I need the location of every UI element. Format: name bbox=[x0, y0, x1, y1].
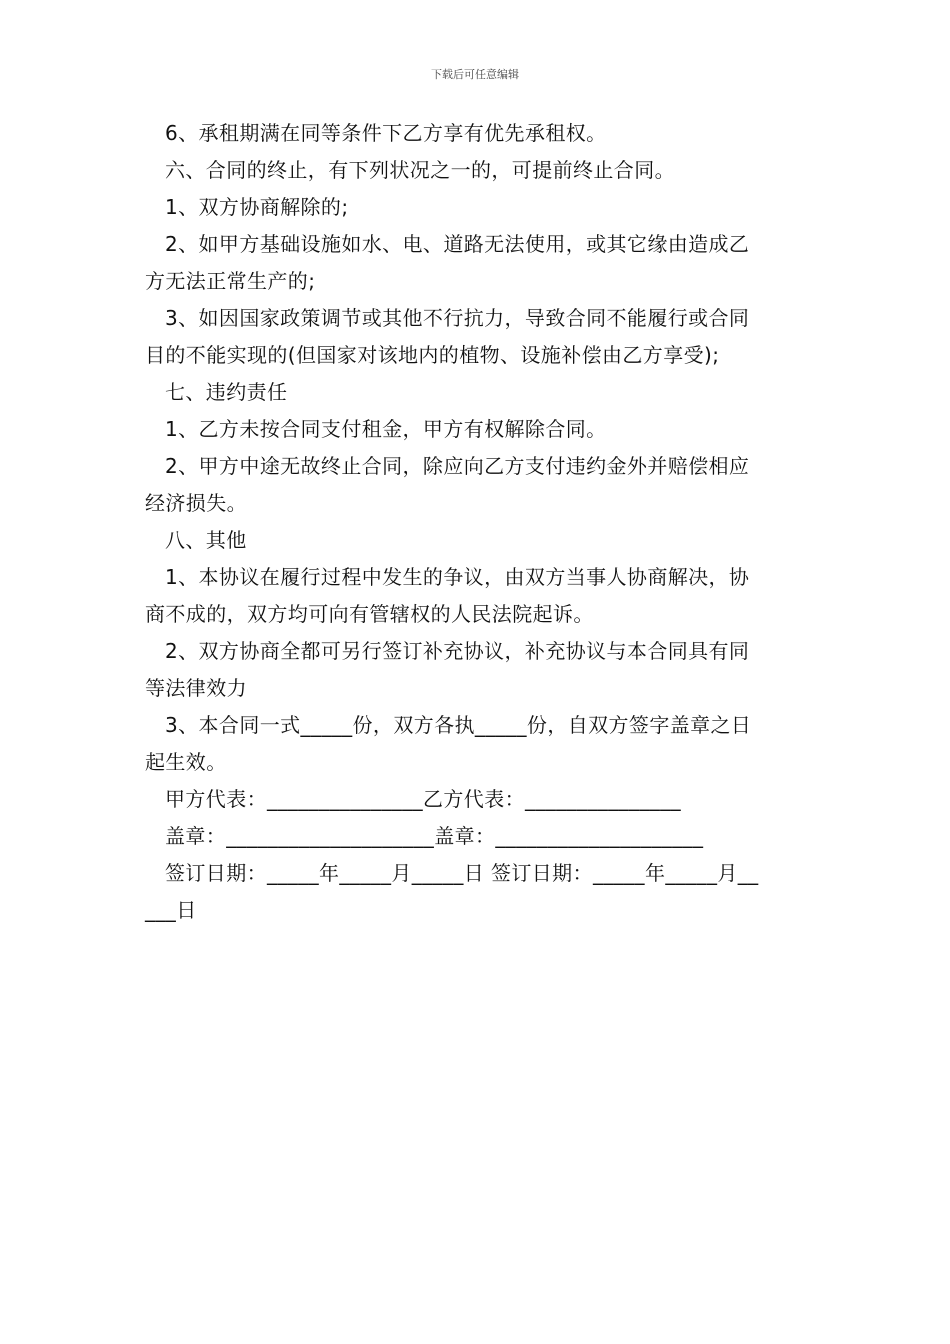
clause-line: 3、如因国家政策调节或其他不行抗力，导致合同不能履行或合同 bbox=[165, 306, 750, 330]
section-heading: 六、合同的终止，有下列状况之一的，可提前终止合同。 bbox=[165, 158, 675, 182]
section-heading: 八、其他 bbox=[165, 528, 247, 552]
clause-line: 2、双方协商全都可另行签订补充协议，补充协议与本合同具有同 bbox=[165, 639, 750, 663]
clause-line: 1、乙方未按合同支付租金，甲方有权解除合同。 bbox=[165, 417, 607, 441]
clause-line: 2、如甲方基础设施如水、电、道路无法使用，或其它缘由造成乙 bbox=[165, 232, 750, 256]
signing-date-line-continued: ___日 bbox=[145, 898, 197, 922]
contract-body bbox=[145, 115, 809, 929]
signing-date-line: 签订日期：_____年_____月_____日 签订日期：_____年_____月__ bbox=[165, 861, 759, 885]
clause-line-continued: 经济损失。 bbox=[145, 491, 247, 515]
representative-signature-line: 甲方代表：_______________乙方代表：_______________ bbox=[165, 787, 681, 811]
clause-line-continued: 商不成的，双方均可向有管辖权的人民法院起诉。 bbox=[145, 602, 594, 626]
clause-line-continued: 等法律效力 bbox=[145, 676, 247, 700]
clause-line: 1、本协议在履行过程中发生的争议，由双方当事人协商解决，协 bbox=[165, 565, 750, 589]
clause-line: 6、承租期满在同等条件下乙方享有优先承租权。 bbox=[165, 121, 607, 145]
page-header: 下载后可任意编辑 bbox=[431, 68, 519, 81]
clause-line-continued: 方无法正常生产的; bbox=[145, 269, 316, 293]
clause-line-continued: 起生效。 bbox=[145, 750, 227, 774]
section-heading: 七、违约责任 bbox=[165, 380, 288, 404]
clause-line: 1、双方协商解除的; bbox=[165, 195, 349, 219]
clause-line: 3、本合同一式_____份，双方各执_____份，自双方签字盖章之日 bbox=[165, 713, 752, 737]
clause-line: 2、甲方中途无故终止合同，除应向乙方支付违约金外并赔偿相应 bbox=[165, 454, 750, 478]
clause-line-continued: 目的不能实现的(但国家对该地内的植物、设施补偿由乙方享受); bbox=[145, 343, 720, 367]
seal-line: 盖章：____________________盖章：____________________ bbox=[165, 824, 704, 848]
